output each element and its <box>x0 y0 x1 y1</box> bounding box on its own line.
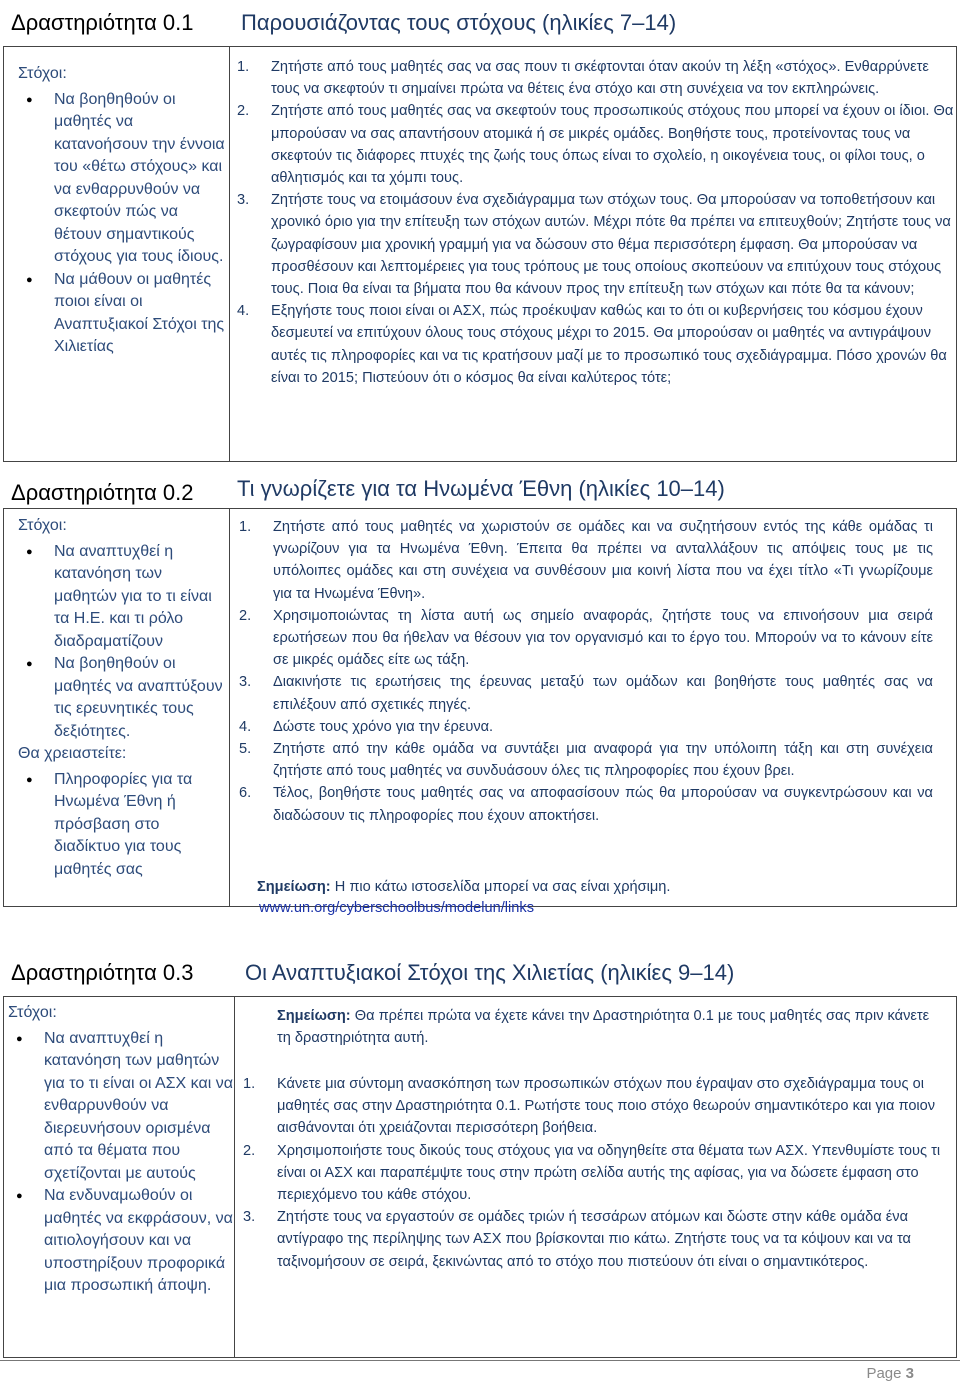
goal-item: ● Να βοηθηθούν οι μαθητές να αναπτύξουν τις ερευνητικές τους δεξιότητες. <box>18 653 226 743</box>
step-text: Ζητήστε από τους μαθητές σας να σας πουν τι σκέφτονται όταν ακούν τη λέξη «στόχος». Ενθαρρύνετε τους να σκεφτούν τι σημαίνει πρώτα να θέτεις ένα στόχο και στη συνέχεια να τον εκπληρώνεις. <box>271 59 929 98</box>
step-item <box>239 605 933 672</box>
activity-0-2-steps <box>239 516 933 827</box>
step-text: Διακινήστε τις ερωτήσεις της έρευνας μεταξύ των ομάδων και βοηθήστε τους μαθητές σας να επιλέξουν από σχετικές πηγές. <box>273 674 933 713</box>
activity-heading-0-2: Δραστηριότητα 0.2 <box>11 480 194 505</box>
goal-item: ● Να μάθουν οι μαθητές ποιοι είναι οι Αναπτυξιακοί Στόχοι της Χιλιετίας <box>18 269 226 359</box>
step-text: Ζητήστε από τους μαθητές να χωριστούν σε ομάδες και να συζητήσουν εντός της κάθε ομάδας τι γνωρίζουν για τα Ηνωμένα Έθνη. Έπειτα θα πρέπει να ανταλλάξουν τις απόψεις τους με τις υπόλοιπες ομάδες και στη συνέχεια να συνθέσουν μια κοινή λίστα που να έχει τίτλο «Τι γνωρίζουμε για τα Ηνωμένα Έθνη». <box>273 519 933 602</box>
step-number: 6. <box>239 785 252 802</box>
step-item <box>243 1073 943 1140</box>
step-number: 4. <box>237 303 250 320</box>
step-text: Κάνετε μια σύντομη ανασκόπηση των προσωπικών στόχων που έγραψαν στο σχεδιάγραμμα τους οι μαθητές σας στην Δραστηριότητα 0.1. Ρωτήστε τους ποιο στόχο θεωρούν σημαντικότερο και για ποιον αισθάνονται ότι χρειάζονται περισσότερη βοήθεια. <box>277 1076 936 1137</box>
needs-item: ● Πληροφορίες για τα Ηνωμένα Έθνη ή πρόσβαση στο διαδίκτυο για τους μαθητές σας <box>18 769 226 882</box>
un-cyberschoolbus-link[interactable]: www.un.org/cyberschoolbus/modelun/links <box>259 900 534 916</box>
step-text: Χρησιμοποιώντας τη λίστα αυτή ως σημείο αναφοράς, ζητήστε τους να επινοήσουν μια σειρά ερωτήσεων που θα ήθελαν να θέσουν για τον οργανισμό και το έργο του. Μπορούν να το κάνουν είτε σε μικρές ομάδες είτε ως τάξη. <box>273 607 933 669</box>
step-number: 1. <box>243 1076 256 1092</box>
goals-label: Στόχοι: <box>8 1004 57 1021</box>
step-text: Χρησιμοποιήστε τους δικούς τους στόχους για να οδηγηθείτε στα θέματα των ΑΣΧ. Υπενθυμίστε τους τι είναι οι ΑΣΧ και παραπέμψτε τους στην πρώτη σελίδα αυτής της αφίσας, για να δώσετε έμφαση στο περιεχόμενο του κάθε στόχου. <box>277 1142 941 1204</box>
step-number: 2. <box>239 607 252 624</box>
note-label: Σημείωση: <box>257 879 331 895</box>
note-text: Θα πρέπει πρώτα να έχετε κάνει την Δραστηριότητα 0.1 με τους μαθητές σας πριν κάνετε τη δραστηριότητα αυτή. <box>277 1008 930 1046</box>
note-text: Η πιο κάτω ιστοσελίδα μπορεί να σας είναι χρήσιμη. <box>334 879 671 895</box>
step-item <box>239 738 933 782</box>
step-text: Εξηγήστε τους ποιοι είναι οι ΑΣΧ, πώς προέκυψαν καθώς και το ότι οι κυβερνήσεις του κόσμου έχουν δεσμευτεί να επιτύχουν όλους τους στόχους μέχρι το 2015. Θα μπορούσαν οι μαθητές να αντιγράψουν αυτές τις πληροφορίες και να τις κρατήσουν μαζί με το προσωπικό τους σχεδιάγραμμα. Πόσο χρονών θα είναι το 2015; Πιστεύουν ότι ο κόσμος θα είναι καλύτερος τότε; <box>271 303 947 386</box>
activity-0-1-goals <box>18 63 226 359</box>
goals-label: Στόχοι: <box>18 65 67 82</box>
needs-label: Θα χρειαστείτε: <box>18 745 127 762</box>
step-text: Ζητήστε από τους μαθητές σας να σκεφτούν τους προσωπικούς στόχους που μπορεί να έχουν οι ίδιοι. Θα μπορούσαν να σας απαντήσουν ατομικά ή σε μικρές ομάδες. Βοηθήστε τους, προτείνοντας τους να σκεφτούν τις διάφορες πτυχές της ζωής τους όπως είναι το σχολείο, η οικογένεια τους, οι φίλοι τους, ο αθλητισμός και τα χόμπι τους. <box>271 103 954 187</box>
activity-0-2-note <box>257 876 937 898</box>
page-label: Page <box>866 1365 902 1382</box>
goal-item: ● Να ενδυναμωθούν οι μαθητές να εκφράσουν, να αιτιολογήσουν και να υποστηρίξουν προφορικά μια προσωπική άποψη. <box>8 1185 234 1298</box>
step-item <box>239 782 933 826</box>
step-item <box>239 671 933 715</box>
activity-0-1-steps <box>237 56 957 389</box>
step-item <box>239 716 933 738</box>
step-text: Ζητήστε τους να εργαστούν σε ομάδες τριών ή τεσσάρων ατόμων και δώστε στην κάθε ομάδα ένα αντίγραφο της περίληψης των ΑΣΧ που βρίσκονται πιο κάτω. Ζητήστε τους να τα κόψουν και να τα ταξινομήσουν σε σειρά, ξεκινώντας από το στόχο που πιστεύουν ότι είναι ο σημαντικότερος. <box>277 1209 911 1270</box>
page-number-value: 3 <box>905 1365 914 1382</box>
step-item <box>237 300 957 389</box>
page-number <box>866 1365 914 1382</box>
activity-heading-0-1: Δραστηριότητα 0.1 <box>11 10 194 35</box>
activity-0-2-goals <box>18 515 226 881</box>
step-number: 1. <box>237 59 250 75</box>
step-text: Δώστε τους χρόνο για την έρευνα. <box>273 718 494 735</box>
goal-item: ● Να βοηθηθούν οι μαθητές να κατανοήσουν την έννοια του «θέτω στόχους» και να ενθαρρυνθούν να σκεφτούν πώς να θέτουν σημαντικούς στόχους για τους ίδιους. <box>18 89 226 269</box>
activity-0-3-note <box>277 1005 945 1049</box>
step-text: Ζητήστε τους να ετοιμάσουν ένα σχεδιάγραμμα των στόχων τους. Θα μπορούσαν να τοποθετήσουν και χρονικό όριο για την επίτευξη των στόχων αυτών. Μέχρι πότε θα πρέπει να επιτευχθούν; Ζητήστε τους να ζωγραφίσουν μια χρονική γραμμή για να δώσουν στο θέμα περισσότερη έμφαση. Θα μπορούσαν να προσθέσουν και λεπτομέρειες για τους τρόπους με τους οποίους σκοπεύουν να επιτύχουν τους στόχους τους. Ποια θα είναι τα βήματα που θα κάνουν προς την επίτευξη των στόχων και πότε θα τα κάνουν; <box>271 192 951 298</box>
step-text: Ζητήστε από την κάθε ομάδα να συντάξει μια αναφορά για την υπόλοιπη τάξη και στη συνέχεια ζητήστε από τους μαθητές να συνδυάσουν όλες τις πληροφορίες που έχουν βρει. <box>273 741 933 780</box>
footer-divider <box>0 1360 960 1361</box>
step-item <box>243 1206 943 1273</box>
step-number: 2. <box>243 1142 256 1159</box>
note-label: Σημείωση: <box>277 1008 351 1024</box>
step-item <box>237 189 957 300</box>
activity-subheading-0-2: Τι γνωρίζετε για τα Ηνωμένα Έθνη (ηλικίες 10–14) <box>237 476 725 501</box>
goal-item: ● Να αναπτυχθεί η κατανόηση των μαθητών για το τι είναι τα Η.Ε. και τι ρόλο διαδραματίζουν <box>18 541 226 654</box>
activity-0-3-goals <box>8 1002 234 1298</box>
step-item <box>239 516 933 605</box>
activity-heading-0-3: Δραστηριότητα 0.3 <box>11 960 194 985</box>
step-number: 3. <box>237 192 250 209</box>
activity-subheading-0-1: Παρουσιάζοντας τους στόχους (ηλικίες 7–14) <box>241 10 677 35</box>
step-item <box>237 56 957 100</box>
step-number: 3. <box>243 1209 256 1226</box>
activity-subheading-0-3: Οι Αναπτυξιακοί Στόχοι της Χιλιετίας (ηλικίες 9–14) <box>245 960 735 985</box>
step-number: 5. <box>239 741 252 758</box>
step-number: 1. <box>239 519 252 535</box>
goal-item: ● Να αναπτυχθεί η κατανόηση των μαθητών για το τι είναι οι ΑΣΧ και να ενθαρρυνθούν να διερευνήσουν ορισμένα από τα θέματα που σχετίζονται με αυτούς <box>8 1028 234 1186</box>
goals-label: Στόχοι: <box>18 517 67 534</box>
step-item <box>243 1140 943 1207</box>
step-number: 4. <box>239 718 252 735</box>
activity-0-3-steps <box>243 1073 943 1273</box>
step-text: Τέλος, βοηθήστε τους μαθητές σας να αποφασίσουν πώς θα μπορούσαν να συγκεντρώσουν και να διαδώσουν τις πληροφορίες που έχουν αποκτήσει. <box>273 785 933 824</box>
step-item <box>237 100 957 189</box>
step-number: 3. <box>239 674 252 691</box>
step-number: 2. <box>237 103 250 120</box>
